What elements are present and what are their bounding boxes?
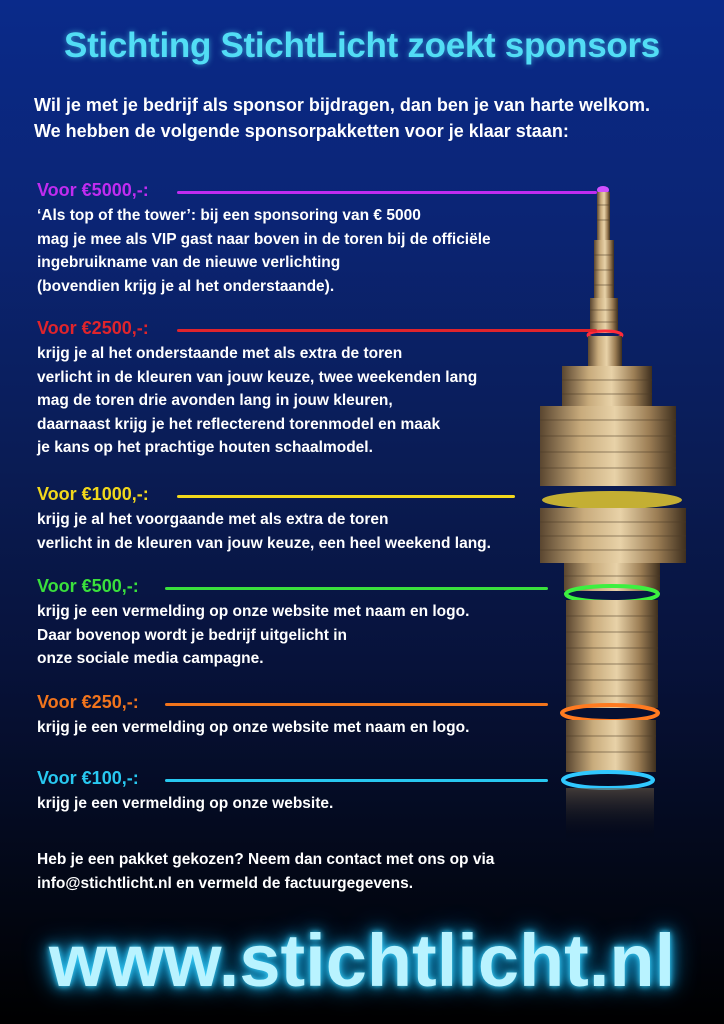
package-description (37, 204, 557, 298)
package-line: onze sociale media campagne. (37, 650, 264, 667)
package-line: krijg je al het voorgaande met als extra de toren (37, 511, 389, 528)
package-description (37, 342, 557, 460)
package-divider (165, 779, 548, 782)
package-divider (165, 587, 548, 590)
package-line: krijg je al het onderstaande met als extra de toren (37, 345, 403, 362)
package-5000 (37, 180, 557, 298)
package-label: Voor €2500,-: (37, 318, 149, 338)
package-description (37, 600, 557, 671)
intro-line: We hebben de volgende sponsorpakketten voor je klaar staan: (34, 121, 569, 141)
package-label: Voor €250,-: (37, 692, 139, 712)
package-divider (165, 703, 548, 706)
package-line: verlicht in de kleuren van jouw keuze, een heel weekend lang. (37, 534, 491, 552)
package-description (37, 716, 557, 740)
package-divider (177, 191, 597, 194)
intro-text (34, 92, 714, 144)
package-label: Voor €100,-: (37, 768, 139, 788)
package-line: mag de toren drie avonden lang in jouw kleuren, (37, 392, 393, 409)
contact-text (37, 848, 494, 896)
package-line: mag je mee als VIP gast naar boven in de toren bij de officiële (37, 230, 491, 248)
package-line: krijg je een vermelding op onze website met naam en logo. (37, 719, 470, 736)
package-line: verlicht in de kleuren van jouw keuze, twee weekenden lang (37, 368, 478, 386)
package-line: ingebruikname van de nieuwe verlichting (37, 254, 341, 271)
package-description (37, 508, 557, 555)
package-line: Daar bovenop wordt je bedrijf uitgelicht in (37, 626, 348, 644)
package-line: je kans op het prachtige houten schaalmodel. (37, 439, 373, 456)
package-100 (37, 768, 557, 816)
package-label: Voor €1000,-: (37, 484, 149, 504)
package-line: krijg je een vermelding op onze website met naam en logo. (37, 603, 470, 620)
package-line: krijg je een vermelding op onze website. (37, 795, 334, 812)
package-description (37, 792, 557, 816)
contact-line: Heb je een pakket gekozen? Neem dan contact met ons op via (37, 851, 495, 868)
package-line: daarnaast krijg je het reflecterend torenmodel en maak (37, 415, 441, 433)
package-line: (bovendien krijg je al het onderstaande). (37, 277, 335, 295)
contact-line: info@stichtlicht.nl en vermeld de factuurgegevens. (37, 875, 413, 892)
package-250 (37, 692, 557, 740)
website-url[interactable]: www.stichtlicht.nl (48, 919, 676, 1002)
package-2500 (37, 318, 557, 460)
intro-line: Wil je met je bedrijf als sponsor bijdragen, dan ben je van harte welkom. (34, 95, 650, 115)
package-line: ‘Als top of the tower’: bij een sponsoring van € 5000 (37, 207, 421, 224)
page-title: Stichting StichtLicht zoekt sponsors (64, 26, 660, 65)
package-divider (177, 329, 597, 332)
package-1000 (37, 484, 557, 555)
package-divider (177, 495, 515, 498)
package-label: Voor €500,-: (37, 576, 139, 596)
package-label: Voor €5000,-: (37, 180, 149, 200)
package-500 (37, 576, 557, 671)
